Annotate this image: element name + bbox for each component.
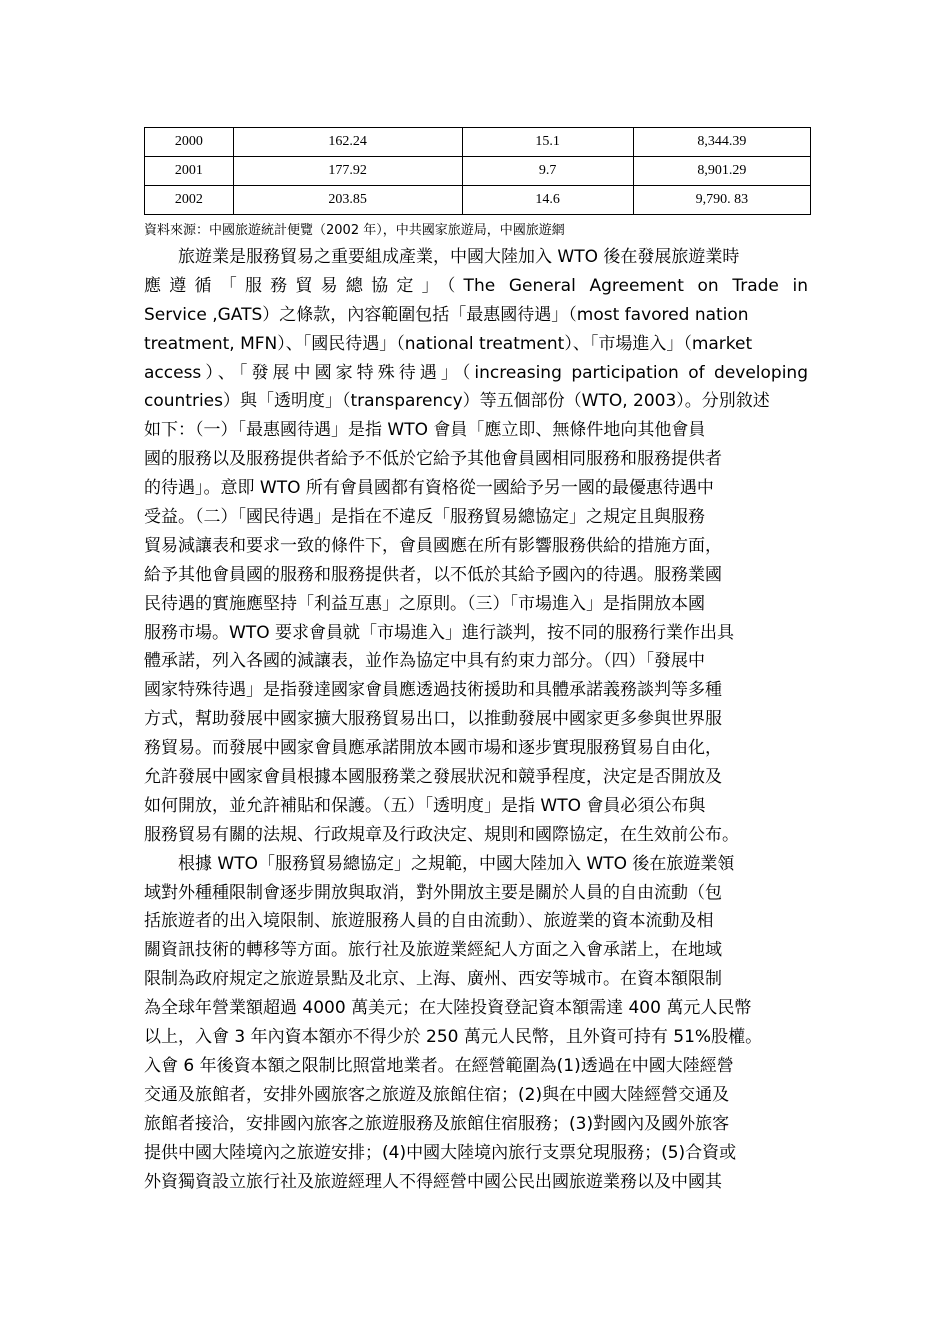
text-line: treatment, MFN）、「國民待遇」（national treatment）、「市場進入」（market — [144, 333, 753, 354]
statistics-table — [144, 127, 811, 215]
text-line: 外資獨資設立旅行社及旅遊經理人不得經營中國公民出國旅遊業務以及中國其 — [144, 1171, 722, 1192]
table-cell-year: 2002 — [145, 186, 234, 215]
source-note: 資料來源：中國旅遊統計便覽（2002 年），中共國家旅遊局，中國旅遊網 — [144, 223, 565, 238]
table-cell: 177.92 — [233, 157, 462, 186]
text-line: 服務市場。WTO 要求會員就「市場進入」進行談判，按不同的服務行業作出具 — [144, 622, 734, 643]
text-line: 交通及旅館者，安排外國旅客之旅遊及旅館住宿；(2)與在中國大陸經營交通及 — [144, 1084, 730, 1105]
text-line: 允許發展中國家會員根據本國服務業之發展狀況和競爭程度，決定是否開放及 — [144, 767, 722, 788]
text-line: 務貿易。而發展中國家會員應承諾開放本國市場和逐步實現服務貿易自由化， — [144, 738, 722, 759]
table-cell: 9.7 — [462, 157, 633, 186]
table-row — [145, 128, 811, 157]
text-line: 旅遊業是服務貿易之重要組成產業，中國大陸加入 WTO 後在發展旅遊業時 — [144, 247, 740, 267]
text-line: 應遵循「服務貿易總協定」（The General Agreement on Trade in — [144, 275, 808, 296]
text-line: 以上，入會 3 年內資本額亦不得少於 250 萬元人民幣，且外資可持有 51%股權。 — [144, 1027, 763, 1048]
paragraph-1 — [144, 243, 808, 850]
text-line: 貿易減讓表和要求一致的條件下，會員國應在所有影響服務供給的措施方面， — [144, 535, 722, 556]
text-line: 域對外種種限制會逐步開放與取消，對外開放主要是關於人員的自由流動（包 — [144, 882, 722, 903]
table-row — [145, 186, 811, 215]
table-cell: 8,344.39 — [633, 128, 810, 157]
table-cell: 162.24 — [233, 128, 462, 157]
table-cell: 8,901.29 — [633, 157, 810, 186]
text-line: 入會 6 年後資本額之限制比照當地業者。在經營範圍為(1)透過在中國大陸經營 — [144, 1055, 734, 1076]
text-line: 提供中國大陸境內之旅遊安排；(4)中國大陸境內旅行支票兌現服務；(5)合資或 — [144, 1142, 737, 1163]
table-cell: 15.1 — [462, 128, 633, 157]
text-line: 關資訊技術的轉移等方面。旅行社及旅遊業經紀人方面之入會承諾上，在地域 — [144, 940, 722, 961]
table-cell: 14.6 — [462, 186, 633, 215]
text-line: access）、「發展中國家特殊待遇」（increasing participation of developing — [144, 362, 808, 383]
table-cell-year: 2000 — [145, 128, 234, 157]
text-line: 的待遇」。意即 WTO 所有會員國都有資格從一國給予另一國的最優惠待遇中 — [144, 478, 714, 499]
table-row — [145, 157, 811, 186]
text-line: 如下：（一）「最惠國待遇」是指 WTO 會員「應立即、無條件地向其他會員 — [144, 420, 706, 441]
text-line: Service ,GATS）之條款，內容範圍包括「最惠國待遇」（most favored nation — [144, 304, 749, 325]
text-line: 民待遇的實施應堅持「利益互惠」之原則。（三）「市場進入」是指開放本國 — [144, 593, 705, 614]
text-line: 為全球年營業額超過 4000 萬美元；在大陸投資登記資本額需達 400 萬元人民幣 — [144, 998, 752, 1019]
table-cell: 203.85 — [233, 186, 462, 215]
text-line: 國家特殊待遇」是指發達國家會員應透過技術援助和具體承諾義務談判等多種 — [144, 680, 722, 701]
text-line: 體承諾，列入各國的減讓表，並作為協定中具有約束力部分。（四）「發展中 — [144, 651, 705, 672]
text-line: 旅館者接洽，安排國內旅客之旅遊服務及旅館住宿服務；(3)對國內及國外旅客 — [144, 1113, 730, 1134]
text-line: 限制為政府規定之旅遊景點及北京、上海、廣州、西安等城市。在資本額限制 — [144, 969, 722, 990]
text-line: 給予其他會員國的服務和服務提供者，以不低於其給予國內的待遇。服務業國 — [144, 564, 722, 585]
table-cell-year: 2001 — [145, 157, 234, 186]
text-line: 受益。（二）「國民待遇」是指在不違反「服務貿易總協定」之規定且與服務 — [144, 507, 705, 528]
text-line: 如何開放，並允許補貼和保護。（五）「透明度」是指 WTO 會員必須公布與 — [144, 795, 706, 816]
text-line: 括旅遊者的出入境限制、旅遊服務人員的自由流動）、旅遊業的資本流動及相 — [144, 911, 714, 932]
body-text — [144, 243, 808, 1196]
text-line: 方式，幫助發展中國家擴大服務貿易出口，以推動發展中國家更多參與世界服 — [144, 709, 722, 730]
paragraph-2 — [144, 850, 808, 1197]
text-line: 服務貿易有關的法規、行政規章及行政決定、規則和國際協定，在生效前公布。 — [144, 824, 739, 845]
text-line: 根據 WTO「服務貿易總協定」之規範，中國大陸加入 WTO 後在旅遊業領 — [144, 853, 735, 874]
text-line: countries）與「透明度」（transparency）等五個部份（WTO, 2003）。分別敘述 — [144, 391, 770, 412]
table-cell: 9,790. 83 — [633, 186, 810, 215]
text-line: 國的服務以及服務提供者給予不低於它給予其他會員國相同服務和服務提供者 — [144, 449, 722, 470]
